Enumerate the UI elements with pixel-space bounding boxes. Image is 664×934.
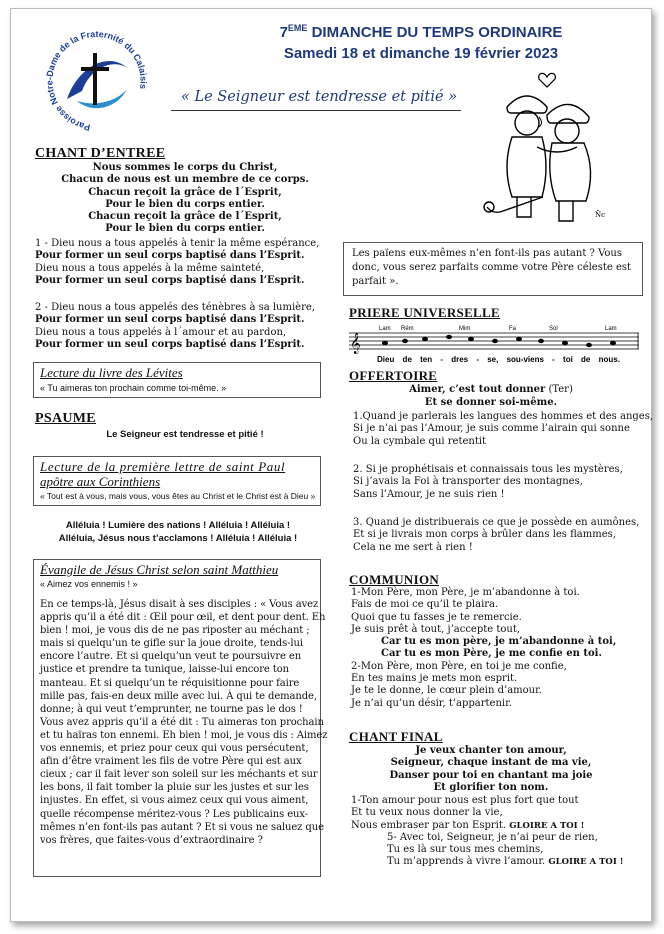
- gospel-continuation: [352, 247, 636, 289]
- gospel-line: bien ! moi, je vous dis de ne pas riposter au méchant ;: [40, 625, 310, 637]
- refrain-line: Danser pour toi en chantant ma joie: [389, 769, 593, 781]
- reading-levites-box: [33, 362, 321, 398]
- gospel-quote: « Aimez vos ennemis ! »: [40, 579, 138, 589]
- chant-entree-verse-2: [35, 302, 315, 351]
- gospel-line: quelle récompense méritez-vous ? Les publicains eux-: [40, 808, 308, 820]
- header-title-num: 7: [279, 24, 288, 41]
- alleluia: [33, 519, 323, 545]
- offertoire-verse-3: [353, 517, 639, 554]
- soldiers-hug-illustration: [477, 67, 627, 237]
- chord-label: Rém: [401, 326, 414, 332]
- verse-line: Et si je livrais mon corps à brûler dans les flammes,: [353, 529, 616, 541]
- continuation-line: parfait ».: [352, 276, 399, 287]
- priere-heading: PRIERE UNIVERSELLE: [349, 305, 500, 320]
- verse-line: Pour former un seul corps baptisé dans l’Esprit.: [35, 250, 305, 262]
- refrain-line: Et glorifier ton nom.: [433, 781, 549, 793]
- offertoire-verse-2: [353, 464, 623, 501]
- communion-line: Fais de moi ce qu’il te plaira.: [351, 599, 499, 611]
- verse-line: Pour former un seul corps baptisé dans l’Esprit.: [35, 338, 305, 350]
- verse-line: 1 - Dieu nous a tous appelés à tenir la même espérance,: [35, 238, 320, 249]
- bulletin-page: [10, 8, 652, 922]
- chant-entree-refrain: [35, 162, 335, 236]
- verse-line: Dieu nous a tous appelés à la même sainteté,: [35, 262, 265, 274]
- communion-line: En tes mains je mets mon esprit.: [351, 673, 518, 685]
- refrain-line: Pour le bien du corps entier.: [105, 198, 265, 210]
- verse-line: Et tu veux nous donner la vie,: [351, 807, 503, 819]
- communion-line: Je suis prêt à tout, j’accepte tout,: [351, 623, 521, 635]
- refrain-line: Nous sommes le corps du Christ,: [92, 162, 278, 173]
- priere-lyrics: Dieu de ten - dres - se, sou-viens - toi de nous.: [377, 355, 620, 364]
- offertoire-refrain-line: Et se donner soi-même.: [424, 397, 558, 408]
- communion-bold-line: Car tu es mon père, je m’abandonne à toi,: [381, 636, 617, 648]
- communion-heading: COMMUNION: [349, 572, 440, 587]
- gospel-line: encore l’autre. Et si quelqu’un veut te poursuivre en: [40, 651, 302, 663]
- chant-final-refrain: [341, 745, 641, 794]
- verse-line: 3. Quand je distribuerais ce que je possède en aumônes,: [353, 517, 640, 528]
- chant-final-heading: CHANT FINAL: [349, 729, 443, 744]
- verse-line: Pour former un seul corps baptisé dans l’Esprit.: [35, 314, 305, 326]
- continuation-line: donc, vous serez parfaits comme votre Père céleste est: [352, 262, 632, 273]
- theme-underline: [171, 110, 461, 111]
- chord-label: Sol: [549, 326, 558, 332]
- verse-line: 2 - Dieu nous a tous appelés des ténèbres à sa lumière,: [35, 302, 315, 313]
- header-date: Samedi 18 et dimanche 19 février 2023: [283, 45, 559, 62]
- offertoire-refrain-repeat: (Ter): [548, 384, 573, 395]
- gospel-line: mêmes n’en font-ils pas autant ? Et si vous ne saluez que: [40, 821, 324, 833]
- psaume-heading: PSAUME: [35, 411, 96, 426]
- gospel-line: afin d’être vraiment les fils de votre Père qui est aux: [40, 756, 302, 768]
- reading-levites-quote: « Tu aimeras ton prochain comme toi-même. »: [40, 383, 227, 393]
- communion-line: Je te le donne, le cœur plein d’amour.: [351, 685, 542, 697]
- gospel-line: En ce temps-là, Jésus disait à ses disciples : « Vous avez: [40, 599, 319, 610]
- communion-line: Quoi que tu fasses je te remercie.: [351, 611, 522, 623]
- verse-line: Cela ne me sert à rien !: [353, 541, 473, 553]
- gospel-line: donne; à qui veut t’emprunter, ne tourne pas le dos !: [40, 703, 303, 715]
- treble-clef-icon: 𝄞: [350, 333, 361, 354]
- communion-line: 2-Mon Père, mon Père, en toi je me confie,: [351, 660, 567, 672]
- verse-line: Si j’avais la Foi à transporter des montagnes,: [353, 476, 583, 488]
- header-title-main: DIMANCHE DU TEMPS ORDINAIRE: [311, 24, 563, 41]
- refrain-line: Chacun de nous est un membre de ce corps.: [61, 174, 309, 186]
- gospel-line: justice et prendre ta tunique, laisse-lui encore ton: [40, 664, 289, 676]
- refrain-line: Je veux chanter ton amour,: [415, 745, 567, 756]
- reading-levites-title: Lecture du livre des Lévites: [40, 365, 183, 380]
- verse-line: Sans l’Amour, je ne suis rien !: [353, 488, 505, 500]
- gospel-line: cieux ; car il fait lever son soleil sur les méchants et sur: [40, 769, 318, 781]
- gospel-line: manteau. Et si quelqu’un te réquisitionne pour faire: [40, 677, 300, 689]
- gospel-line: vos frères, que faites-vous d’extraordinaire ?: [40, 834, 263, 846]
- gospel-line: Vous avez appris qu’il a été dit : Tu aimeras ton prochain: [40, 716, 324, 728]
- chord-label: Lam: [379, 326, 391, 332]
- alleluia-line: Alléluia ! Lumière des nations ! Alléluia ! Alléluia !: [65, 520, 291, 531]
- gospel-line: appris qu’il a été dit : Œil pour œil, et dent pour dent. Eh: [40, 612, 326, 624]
- refrain-line: Pour le bien du corps entier.: [105, 223, 265, 235]
- gospel-text: [40, 598, 328, 847]
- chant-final-verses: [351, 795, 641, 869]
- reading-corinthiens-box: [33, 456, 321, 506]
- refrain-line: Seigneur, chaque instant de ma vie,: [390, 757, 592, 769]
- verse-line: Ou la cymbale qui retentit: [353, 435, 487, 447]
- continuation-line: Les païens eux-mêmes n’en font-ils pas autant ? Vous: [352, 248, 622, 259]
- gospel-line: injustes. En effet, si vous aimez ceux qui vous aiment,: [40, 795, 309, 807]
- reading-corinthiens-quote: « Tout est à vous, mais vous, vous êtes au Christ et le Christ est à Dieu »: [40, 491, 316, 501]
- communion-bold-line: Car tu es mon Père, je me confie en toi.: [381, 648, 602, 660]
- gospel-line: mille pas, fais-en deux mille avec lui. À qui te demande,: [40, 690, 317, 702]
- header-title: [241, 23, 601, 41]
- gospel-continuation-box: [343, 242, 643, 296]
- gloire-label: GLOIRE A TOI !: [509, 820, 585, 831]
- refrain-line: Chacun reçoit la grâce de l´Esprit,: [88, 211, 282, 223]
- reading-corinthiens-title-1: Lecture de la première lettre de saint Paul: [40, 459, 286, 474]
- gospel-line: et tu haïras ton ennemi. Eh bien ! moi, je vous dis : Aimez: [40, 729, 328, 741]
- alleluia-line: Alléluia, Jésus nous t’acclamons ! Alléluia ! Alléluia !: [58, 533, 298, 544]
- verse-line: Tu m’apprends à vivre l’amour.: [387, 856, 546, 868]
- verse-line: Nous embraser par ton Esprit.: [351, 819, 507, 831]
- verse-line: Pour former un seul corps baptisé dans l’Esprit.: [35, 274, 305, 286]
- header-theme: « Le Seigneur est tendresse et pitié »: [181, 89, 458, 105]
- gospel-line: les bons, il fait tomber la pluie sur les justes et sur les: [40, 782, 309, 794]
- chord-label: Fa: [509, 326, 517, 332]
- illustration-signature: Ñc: [595, 211, 606, 219]
- offertoire-refrain-line: Aimer, c’est tout donner: [409, 384, 546, 395]
- communion-text: [351, 587, 641, 710]
- chord-label: Mim: [459, 326, 471, 332]
- communion-line: 1-Mon Père, mon Père, je m’abandonne à toi.: [351, 587, 580, 598]
- verse-line: Dieu nous a tous appelés à l´amour et au pardon,: [35, 326, 287, 338]
- communion-line: Je n’ai qu’un désir, t’appartenir.: [351, 697, 512, 709]
- header-title-sup: EME: [287, 23, 308, 33]
- chord-label: Lam: [605, 326, 617, 332]
- gospel-line: vos ennemis, et priez pour ceux qui vous persécutent,: [40, 743, 309, 755]
- parish-logo: [37, 29, 155, 137]
- verse-line: 1-Ton amour pour nous est plus fort que tout: [351, 795, 579, 806]
- verse-line: 2. Si je prophétisais et connaissais tous les mystères,: [353, 464, 623, 475]
- gospel-box: [33, 559, 328, 877]
- offertoire-refrain: [341, 383, 641, 409]
- verse-line: Tu es là sur tous mes chemins,: [387, 844, 544, 856]
- offertoire-verse-1: [353, 411, 653, 448]
- refrain-line: Chacun reçoit la grâce de l´Esprit,: [88, 186, 282, 198]
- reading-corinthiens-title-2: apôtre aux Corinthiens: [40, 474, 161, 489]
- logo-ring-text: Paroisse Notre-Dame de la Fraternité du Calaisis: [44, 29, 149, 133]
- gospel-title: Évangile de Jésus Christ selon saint Matthieu: [40, 562, 279, 577]
- psaume-text: Le Seigneur est tendresse et pitié !: [106, 429, 264, 440]
- verse-line: 1.Quand je parlerais les langues des hommes et des anges,: [353, 411, 654, 422]
- verse-line: Si je n’ai pas l’Amour, je suis comme l’airain qui sonne: [353, 423, 630, 435]
- chant-entree-verse-1: [35, 238, 319, 287]
- gloire-label: GLOIRE A TOI !: [548, 857, 624, 868]
- gospel-line: mais si quelqu’un te gifle sur la joue droite, tends-lui: [40, 638, 303, 650]
- priere-score: [349, 321, 641, 369]
- verse-line: 5- Avec toi, Seigneur, je n’ai peur de rien,: [387, 831, 598, 843]
- chant-entree-heading: CHANT D’ENTREE: [35, 146, 166, 161]
- offertoire-heading: OFFERTOIRE: [349, 368, 438, 383]
